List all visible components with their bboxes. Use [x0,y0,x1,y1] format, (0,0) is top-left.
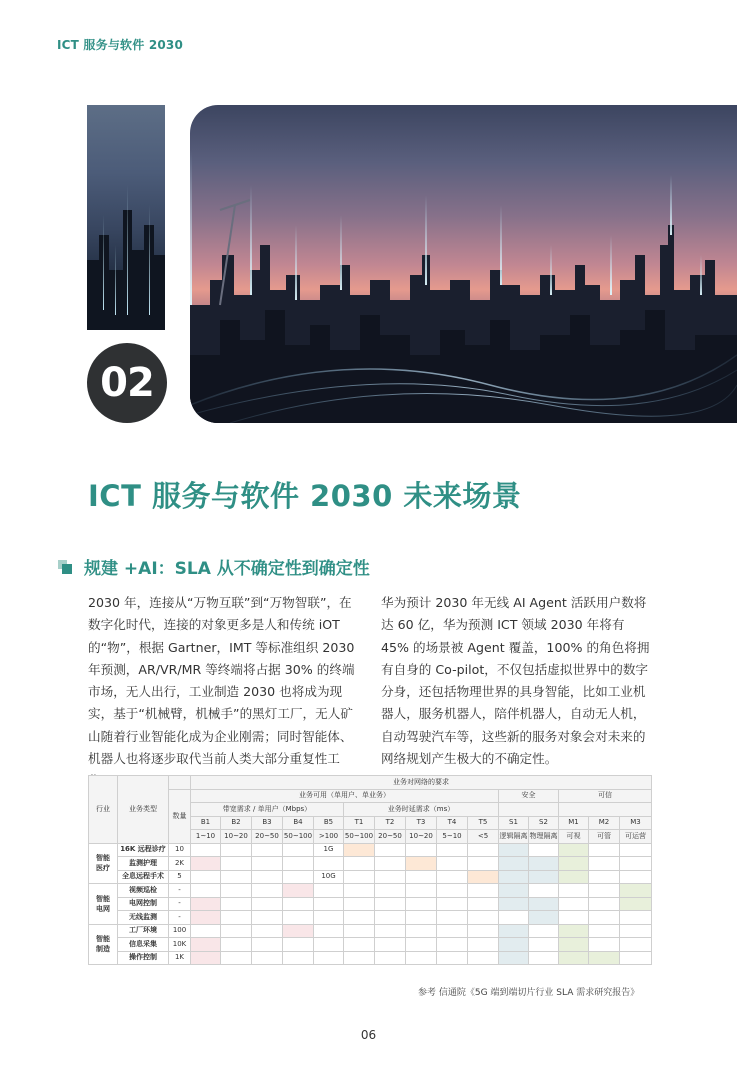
value-cell [499,843,529,857]
code-cell: T3 [406,816,437,830]
value-cell [406,951,437,965]
value-cell [344,897,375,911]
code-cell: S1 [499,816,529,830]
security-header: 安全 [499,789,559,803]
value-cell [589,951,620,965]
value-cell [589,857,620,871]
paragraph-right: 华为预计 2030 年无线 AI Agent 活跃用户数将达 60 亿，华为预测 ICT 领域 2030 年将有 45% 的场景被 Agent 覆盖，100% 的角色将拥有自身的 Co-pilot，不仅包括虚拟世界中的数字分身，还包括物理世界的具身智能，比如工业机器人，服务机器人，陪伴机器人，自动无人机，自动驾驶汽车等，这些新的服务对象会对未来的网络规划产生极大的不确定性。 [381,595,650,767]
range-cell: >100 [314,830,344,844]
value-cell [468,924,499,938]
value-cell [559,897,589,911]
value-cell [221,843,252,857]
page-number: 06 [360,1028,377,1042]
count-cell: 2K [169,857,191,871]
range-cell: 1~10 [191,830,221,844]
table-row [89,924,652,938]
value-cell [499,938,529,952]
type-cell: 操作控制 [118,951,169,965]
value-cell [314,884,344,898]
value-cell [314,951,344,965]
value-cell [529,870,559,884]
value-cell [620,884,652,898]
code-cell: T2 [375,816,406,830]
value-cell [314,924,344,938]
value-cell [620,911,652,925]
value-cell [344,843,375,857]
value-cell [314,911,344,925]
value-cell [375,897,406,911]
availability-header: 业务可用（单用户、单业务） [191,789,499,803]
industry-cell: 智能电网 [89,884,118,925]
value-cell [559,924,589,938]
count-cell: 5 [169,870,191,884]
value-cell [344,911,375,925]
value-cell [375,938,406,952]
value-cell [559,870,589,884]
value-cell [499,911,529,925]
count-cell: - [169,884,191,898]
section-heading [58,554,370,579]
range-cell: 50~100 [283,830,314,844]
table-row [89,870,652,884]
count-cell: 1K [169,951,191,965]
value-cell [529,911,559,925]
value-cell [529,924,559,938]
table-row [89,897,652,911]
type-cell: 无线监测 [118,911,169,925]
value-cell [191,884,221,898]
range-cell: 10~20 [406,830,437,844]
value-cell [437,843,468,857]
paragraph-left: 2030 年，连接从“万物互联”到“万物智联”，在数字化时代，连接的对象更多是人和传统 iOT 的“物”，根据 Gartner，IMT 等标准组织 2030 年预测，AR/VR/MR 等终端将占据 30% 的终端市场，无人出行，工业制造 2030 也将成为现实，基于“机械臂，机械手”的黑灯工厂，无人矿山随着行业智能化成为企业刚需；同时智能体、机器人也将逐步取代当前人类大部分重复性工 [88,595,355,767]
value-cell [221,884,252,898]
value-cell [589,938,620,952]
value-cell [191,857,221,871]
value-cell [499,857,529,871]
code-cell: B1 [191,816,221,830]
value-cell: 10G [314,870,344,884]
range-cell: 物理隔离 [529,830,559,844]
value-cell [499,870,529,884]
value-cell [314,857,344,871]
value-cell [375,911,406,925]
city-strip-image [87,105,165,330]
range-cell: 20~50 [252,830,283,844]
value-cell [468,843,499,857]
value-cell: 1G [314,843,344,857]
value-cell [191,843,221,857]
value-cell [283,870,314,884]
value-cell [437,938,468,952]
type-cell: 全息远程手术 [118,870,169,884]
requirements-header: 业务对网络的要求 [191,776,652,790]
value-cell [468,857,499,871]
type-cell: 工厂环境 [118,924,169,938]
value-cell [620,843,652,857]
value-cell [344,938,375,952]
value-cell [252,897,283,911]
value-cell [252,857,283,871]
value-cell [499,924,529,938]
table-row [89,938,652,952]
range-cell: 50~100 [344,830,375,844]
value-cell [437,951,468,965]
value-cell [559,843,589,857]
code-cell: B5 [314,816,344,830]
value-cell [529,857,559,871]
count-cell: - [169,911,191,925]
value-cell [375,951,406,965]
value-cell [406,938,437,952]
type-cell: 视频巡检 [118,884,169,898]
value-cell [468,870,499,884]
value-cell [499,884,529,898]
table-row [89,951,652,965]
value-cell [529,843,559,857]
code-cell: M3 [620,816,652,830]
city-skyline-image [190,105,737,423]
value-cell [283,884,314,898]
trust-header: 可信 [559,789,652,803]
count-cell: 100 [169,924,191,938]
value-cell [437,897,468,911]
value-cell [375,857,406,871]
value-cell [221,911,252,925]
code-cell: T1 [344,816,375,830]
value-cell [589,870,620,884]
range-cell: 可管 [589,830,620,844]
type-header: 业务类型 [118,776,169,844]
value-cell [437,911,468,925]
value-cell [529,897,559,911]
value-cell [283,911,314,925]
range-cell: 20~50 [375,830,406,844]
table-row [89,911,652,925]
count-header: 数量 [169,789,191,843]
code-cell: T5 [468,816,499,830]
value-cell [344,924,375,938]
code-cell: T4 [437,816,468,830]
value-cell [589,924,620,938]
value-cell [283,897,314,911]
value-cell [406,870,437,884]
table-row [89,843,652,857]
value-cell [221,857,252,871]
value-cell [221,870,252,884]
range-cell: 可视 [559,830,589,844]
value-cell [252,938,283,952]
value-cell [499,951,529,965]
value-cell [406,843,437,857]
value-cell [314,938,344,952]
value-cell [191,924,221,938]
code-cell: B4 [283,816,314,830]
bandwidth-header: 带宽需求 / 单用户（Mbps） [191,803,344,817]
value-cell [529,884,559,898]
value-cell [191,911,221,925]
value-cell [221,897,252,911]
value-cell [252,884,283,898]
value-cell [620,897,652,911]
value-cell [468,938,499,952]
square-bullet-icon [58,560,74,574]
code-cell: B3 [252,816,283,830]
type-cell: 16K 远程诊疗 [118,843,169,857]
value-cell [559,911,589,925]
value-cell [620,870,652,884]
value-cell [191,951,221,965]
value-cell [468,884,499,898]
value-cell [283,951,314,965]
chapter-number: 02 [100,360,154,406]
count-cell: - [169,897,191,911]
value-cell [468,897,499,911]
value-cell [344,870,375,884]
section-title: 规建 +AI：SLA 从不确定性到确定性 [84,559,370,579]
type-cell: 信息采集 [118,938,169,952]
value-cell [283,924,314,938]
code-cell: M1 [559,816,589,830]
value-cell [620,938,652,952]
value-cell [437,924,468,938]
value-cell [437,884,468,898]
value-cell [559,857,589,871]
industry-cell: 智能医疗 [89,843,118,884]
table-row [89,884,652,898]
type-cell: 监测护理 [118,857,169,871]
header-row-2 [89,789,652,803]
value-cell [499,897,529,911]
value-cell [437,870,468,884]
count-cell: 10 [169,843,191,857]
industry-cell: 智能制造 [89,924,118,965]
value-cell [221,938,252,952]
value-cell [283,843,314,857]
value-cell [252,870,283,884]
value-cell [620,857,652,871]
code-cell: B2 [221,816,252,830]
range-cell: 可运营 [620,830,652,844]
code-cell: S2 [529,816,559,830]
value-cell [559,884,589,898]
value-cell [529,951,559,965]
value-cell [375,924,406,938]
chapter-number-badge [87,343,167,423]
value-cell [529,938,559,952]
value-cell [344,951,375,965]
value-cell [191,897,221,911]
value-cell [620,924,652,938]
value-cell [589,897,620,911]
value-cell [283,938,314,952]
range-cell: <5 [468,830,499,844]
value-cell [252,951,283,965]
value-cell [559,951,589,965]
value-cell [375,843,406,857]
code-cell: M2 [589,816,620,830]
value-cell [406,924,437,938]
value-cell [314,897,344,911]
value-cell [252,843,283,857]
industry-header: 行业 [89,776,118,844]
page-title: ICT 服务与软件 2030 未来场景 [88,479,522,513]
table-row [89,857,652,871]
value-cell [191,938,221,952]
value-cell [406,857,437,871]
value-cell [437,857,468,871]
value-cell [406,897,437,911]
source-note: 参考 信通院《5G 端到端切片行业 SLA 需求研究报告》 [418,988,640,998]
value-cell [406,911,437,925]
value-cell [375,884,406,898]
value-cell [221,924,252,938]
value-cell [589,911,620,925]
sla-requirements-table [88,775,650,965]
value-cell [344,857,375,871]
value-cell [252,924,283,938]
running-header: ICT 服务与软件 2030 [57,38,184,52]
range-cell: 5~10 [437,830,468,844]
value-cell [468,911,499,925]
value-cell [589,843,620,857]
count-cell: 10K [169,938,191,952]
header-row-1 [89,776,652,790]
type-cell: 电网控制 [118,897,169,911]
value-cell [191,870,221,884]
range-cell: 10~20 [221,830,252,844]
value-cell [283,857,314,871]
value-cell [375,870,406,884]
value-cell [344,884,375,898]
value-cell [589,884,620,898]
value-cell [406,884,437,898]
range-cell: 逻辑隔离 [499,830,529,844]
value-cell [221,951,252,965]
value-cell [252,911,283,925]
value-cell [620,951,652,965]
value-cell [468,951,499,965]
latency-header: 业务时延需求（ms） [344,803,499,817]
value-cell [559,938,589,952]
